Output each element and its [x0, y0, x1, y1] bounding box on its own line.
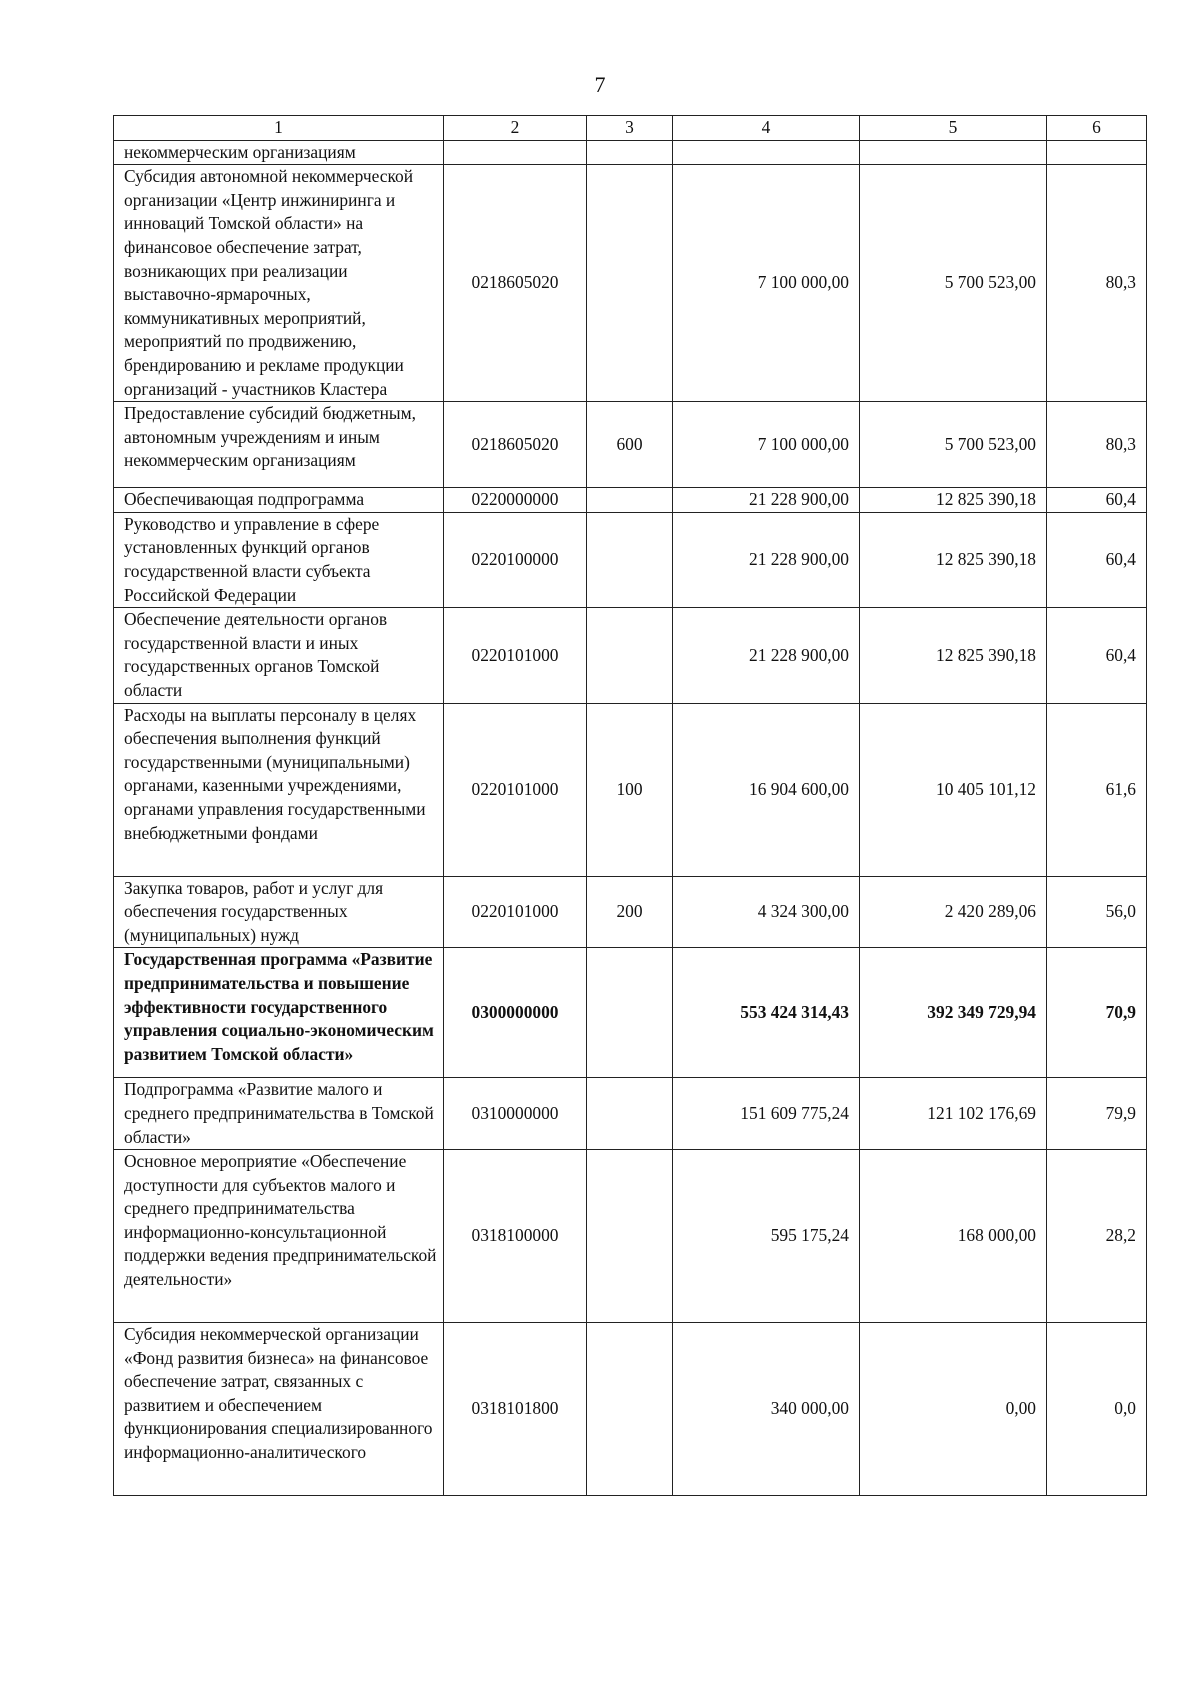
- row-expense-type: [587, 512, 673, 607]
- row-planned-amount: 4 324 300,00: [673, 876, 860, 948]
- table-row: [114, 512, 1147, 607]
- row-code: 0220100000: [444, 512, 587, 607]
- row-code: 0318101800: [444, 1323, 587, 1496]
- row-name: Основное мероприятие «Обеспечение доступности для субъектов малого и среднего предпринимательства информационно-консультационной поддержки ведения предпринимательской деятельности»: [114, 1150, 444, 1323]
- row-actual-amount: 10 405 101,12: [860, 703, 1047, 876]
- row-actual-amount: 12 825 390,18: [860, 488, 1047, 513]
- row-expense-type: [587, 165, 673, 402]
- table-row: [114, 608, 1147, 703]
- row-code: 0318100000: [444, 1150, 587, 1323]
- table-row: [114, 1323, 1147, 1496]
- row-name: Закупка товаров, работ и услуг для обеспечения государственных (муниципальных) нужд: [114, 876, 444, 948]
- row-actual-amount: [860, 140, 1047, 165]
- table-row: [114, 1150, 1147, 1323]
- row-planned-amount: 7 100 000,00: [673, 402, 860, 488]
- table-row: [114, 703, 1147, 876]
- row-expense-type: [587, 488, 673, 513]
- row-expense-type: [587, 1078, 673, 1150]
- row-actual-amount: 2 420 289,06: [860, 876, 1047, 948]
- row-code: 0220101000: [444, 876, 587, 948]
- row-actual-amount: 0,00: [860, 1323, 1047, 1496]
- page-number: 7: [594, 72, 606, 97]
- row-actual-amount: 392 349 729,94: [860, 948, 1047, 1078]
- row-code: 0310000000: [444, 1078, 587, 1150]
- row-planned-amount: 151 609 775,24: [673, 1078, 860, 1150]
- row-name: Расходы на выплаты персоналу в целях обеспечения выполнения функций государственными (муниципальными) органами, казенными учреждениями, органами управления государственными внебюджетными фондами: [114, 703, 444, 876]
- row-name: Обеспечение деятельности органов государственной власти и иных государственных органов Томской области: [114, 608, 444, 703]
- row-percent: 61,6: [1047, 703, 1147, 876]
- column-header: 4: [673, 116, 860, 141]
- row-percent: 60,4: [1047, 512, 1147, 607]
- row-actual-amount: 121 102 176,69: [860, 1078, 1047, 1150]
- row-planned-amount: 21 228 900,00: [673, 608, 860, 703]
- row-name: Подпрограмма «Развитие малого и среднего предпринимательства в Томской области»: [114, 1078, 444, 1150]
- row-name: Субсидия некоммерческой организации «Фонд развития бизнеса» на финансовое обеспечение затрат, связанных с развитием и обеспечением функционирования специализированного информационно-аналитического: [114, 1323, 444, 1496]
- row-planned-amount: 595 175,24: [673, 1150, 860, 1323]
- row-name: Государственная программа «Развитие предпринимательства и повышение эффективности государственного управления социально-экономическим развитием Томской области»: [114, 948, 444, 1078]
- table-row: [114, 948, 1147, 1078]
- row-name: некоммерческим организациям: [114, 140, 444, 165]
- row-expense-type: [587, 608, 673, 703]
- row-name: Предоставление субсидий бюджетным, автономным учреждениям и иным некоммерческим организациям: [114, 402, 444, 488]
- column-header: 3: [587, 116, 673, 141]
- row-code: 0300000000: [444, 948, 587, 1078]
- row-percent: 80,3: [1047, 165, 1147, 402]
- table-row: [114, 488, 1147, 513]
- row-planned-amount: 16 904 600,00: [673, 703, 860, 876]
- row-percent: 56,0: [1047, 876, 1147, 948]
- table-header-row: [114, 116, 1147, 141]
- row-planned-amount: 553 424 314,43: [673, 948, 860, 1078]
- row-name: Руководство и управление в сфере установленных функций органов государственной власти субъекта Российской Федерации: [114, 512, 444, 607]
- row-planned-amount: [673, 140, 860, 165]
- row-percent: 0,0: [1047, 1323, 1147, 1496]
- row-planned-amount: 7 100 000,00: [673, 165, 860, 402]
- row-actual-amount: 12 825 390,18: [860, 608, 1047, 703]
- column-header: 2: [444, 116, 587, 141]
- budget-execution-table: [113, 115, 1147, 1496]
- row-expense-type: 100: [587, 703, 673, 876]
- row-planned-amount: 340 000,00: [673, 1323, 860, 1496]
- row-code: 0220101000: [444, 703, 587, 876]
- row-code: 0218605020: [444, 402, 587, 488]
- table-row: [114, 1078, 1147, 1150]
- table-row: [114, 876, 1147, 948]
- row-percent: 80,3: [1047, 402, 1147, 488]
- column-header: 5: [860, 116, 1047, 141]
- table-row: [114, 402, 1147, 488]
- row-expense-type: [587, 948, 673, 1078]
- row-planned-amount: 21 228 900,00: [673, 488, 860, 513]
- column-header: 1: [114, 116, 444, 141]
- row-percent: 60,4: [1047, 488, 1147, 513]
- table-row: [114, 140, 1147, 165]
- row-percent: 79,9: [1047, 1078, 1147, 1150]
- row-code: 0218605020: [444, 165, 587, 402]
- column-header: 6: [1047, 116, 1147, 141]
- row-actual-amount: 12 825 390,18: [860, 512, 1047, 607]
- row-name: Обеспечивающая подпрограмма: [114, 488, 444, 513]
- row-expense-type: 600: [587, 402, 673, 488]
- row-planned-amount: 21 228 900,00: [673, 512, 860, 607]
- row-percent: 60,4: [1047, 608, 1147, 703]
- row-percent: [1047, 140, 1147, 165]
- row-actual-amount: 5 700 523,00: [860, 402, 1047, 488]
- row-code: 0220101000: [444, 608, 587, 703]
- row-code: [444, 140, 587, 165]
- row-actual-amount: 5 700 523,00: [860, 165, 1047, 402]
- row-expense-type: [587, 140, 673, 165]
- row-expense-type: [587, 1150, 673, 1323]
- row-name: Субсидия автономной некоммерческой организации «Центр инжиниринга и инноваций Томской области» на финансовое обеспечение затрат, возникающих при реализации выставочно-ярмарочных, коммуникативных мероприятий, мероприятий по продвижению, брендированию и рекламе продукции организаций - участников Кластера: [114, 165, 444, 402]
- row-percent: 28,2: [1047, 1150, 1147, 1323]
- row-percent: 70,9: [1047, 948, 1147, 1078]
- row-expense-type: 200: [587, 876, 673, 948]
- table-row: [114, 165, 1147, 402]
- row-actual-amount: 168 000,00: [860, 1150, 1047, 1323]
- row-expense-type: [587, 1323, 673, 1496]
- row-code: 0220000000: [444, 488, 587, 513]
